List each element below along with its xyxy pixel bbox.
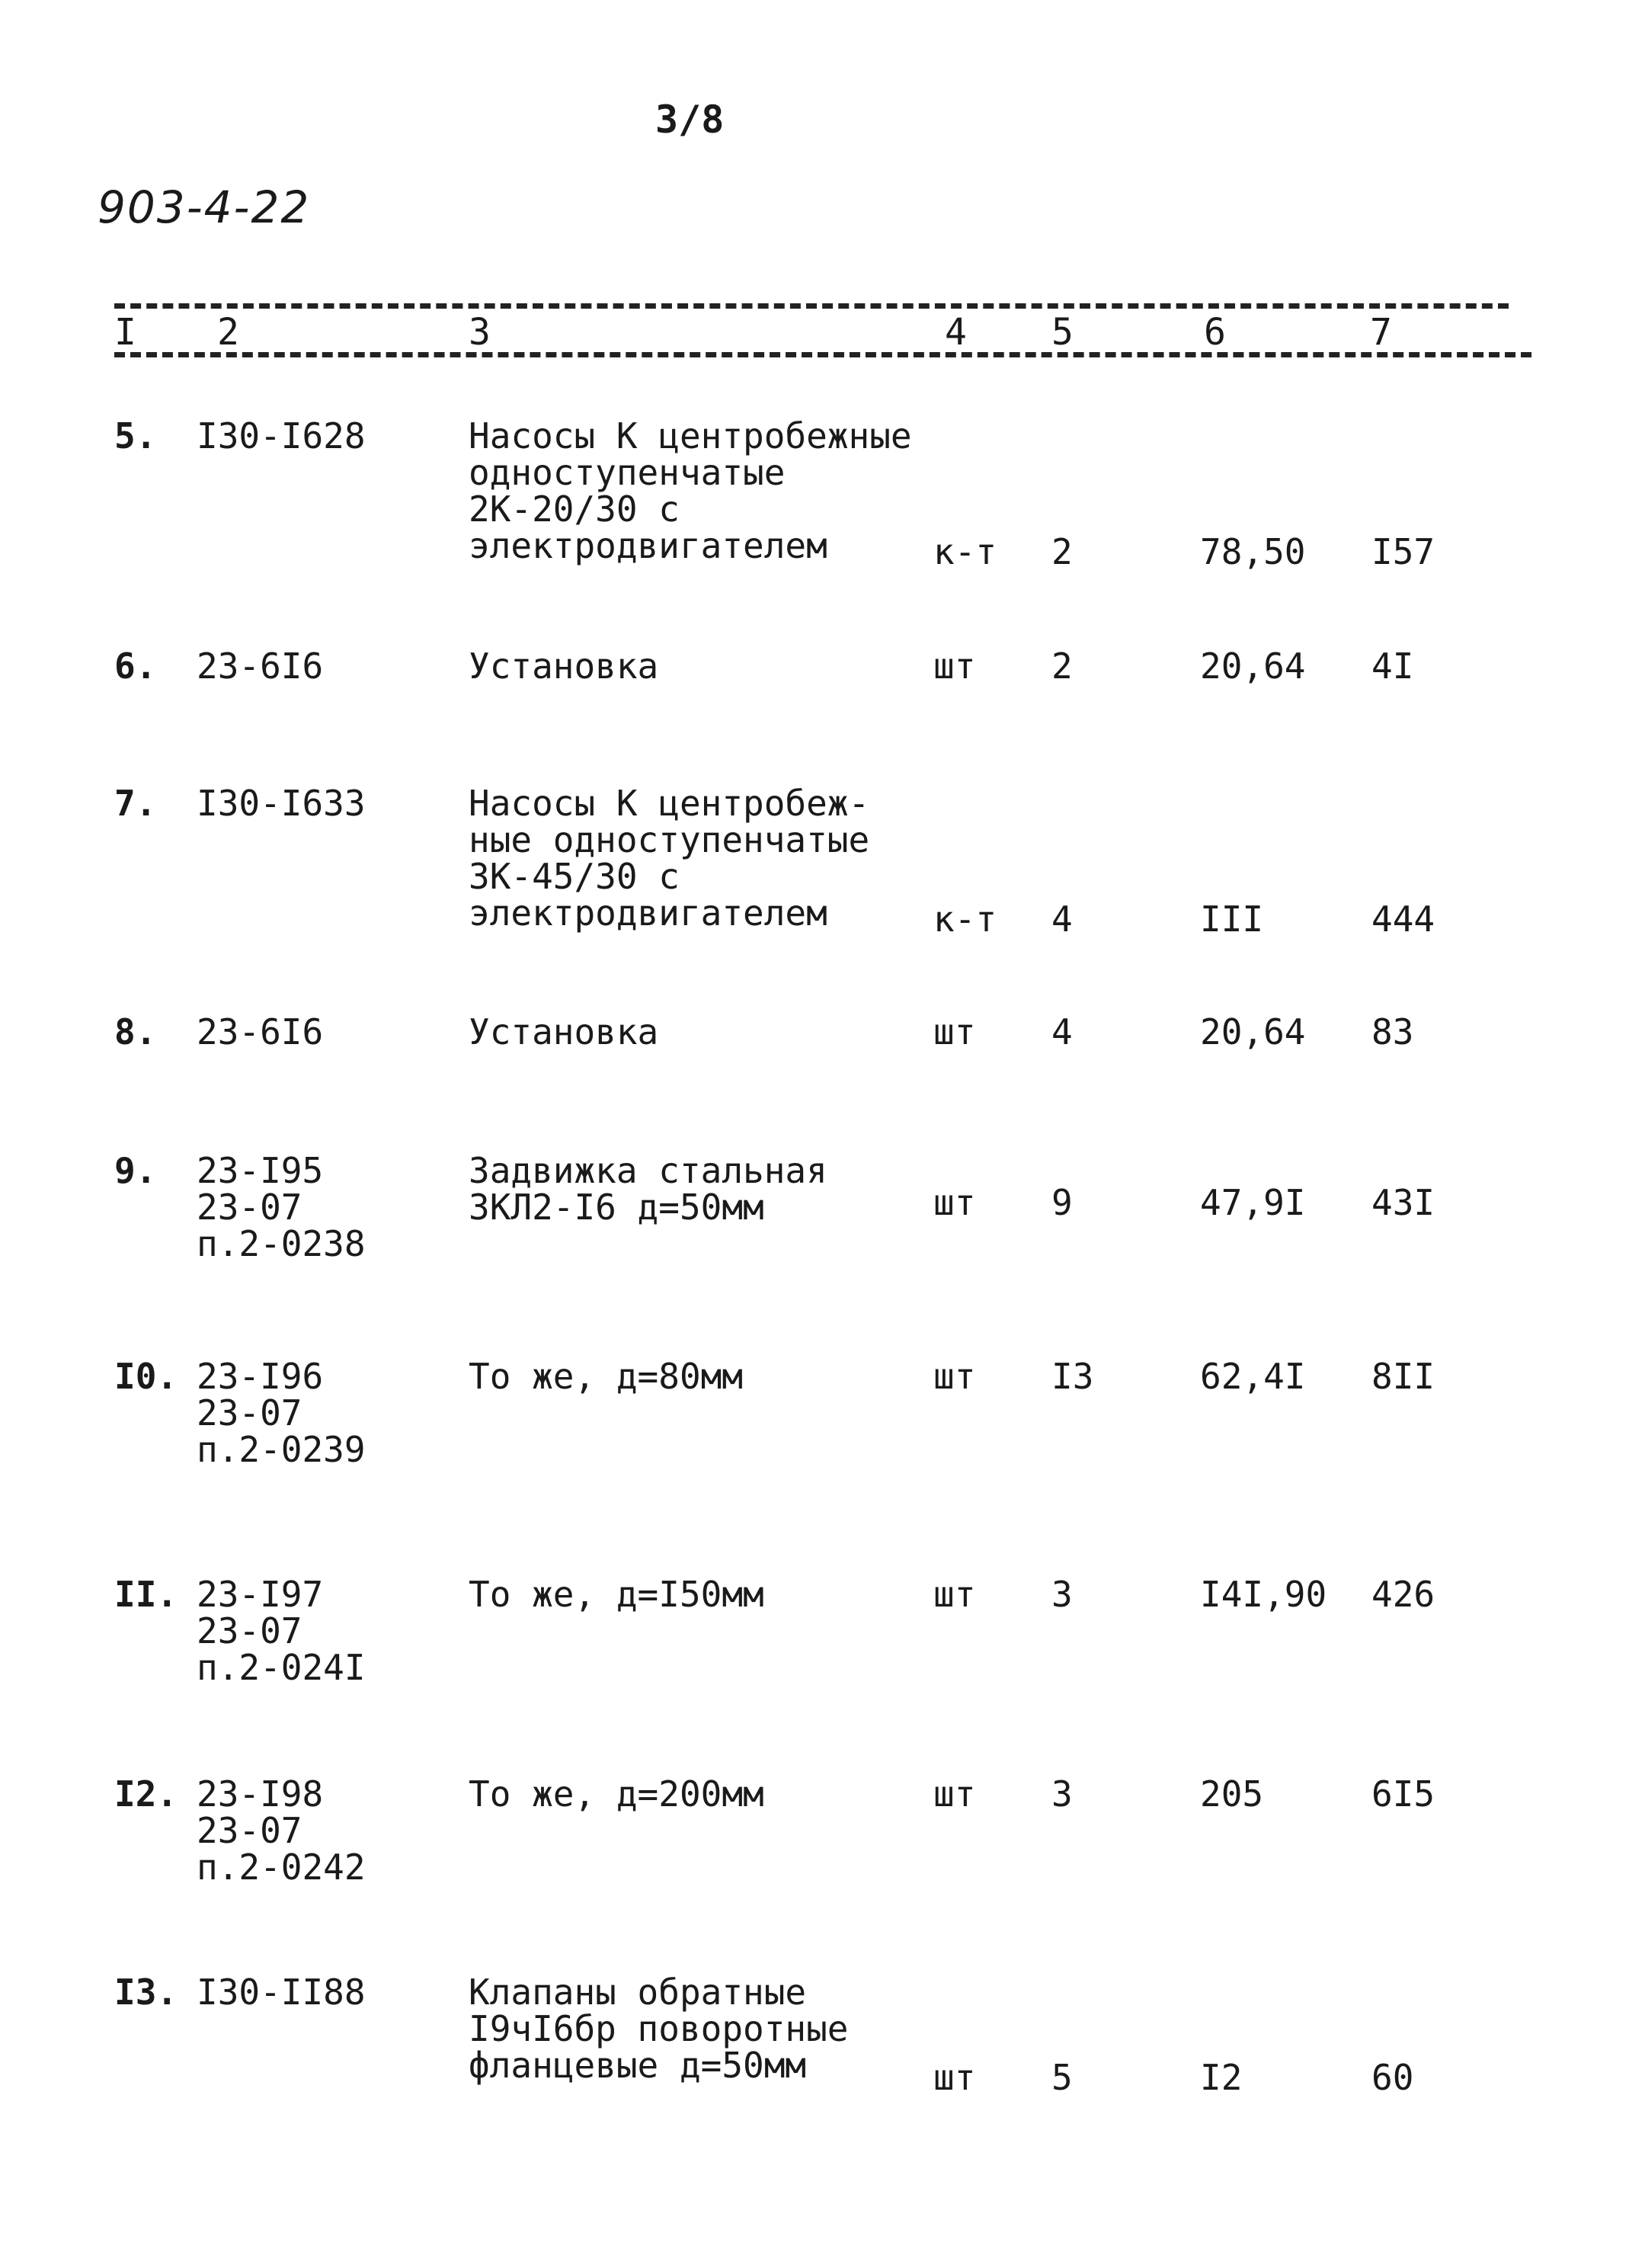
row-description-line: ЗКЛ2-I6 д=50мм bbox=[469, 1187, 764, 1228]
row-code-line: 23-I98 bbox=[197, 1773, 324, 1815]
row-code-line: 23-07 bbox=[197, 1187, 302, 1228]
row-quantity: 5 bbox=[1051, 2057, 1073, 2098]
row-total: I57 bbox=[1371, 531, 1435, 572]
header-rule-bottom bbox=[114, 352, 1531, 357]
row-description-line: одноступенчатые bbox=[469, 452, 786, 493]
row-unit: шт bbox=[933, 1011, 976, 1052]
row-price: 78,50 bbox=[1200, 531, 1306, 572]
column-header-5: 5 bbox=[1051, 311, 1074, 354]
row-unit: к-т bbox=[933, 531, 997, 572]
row-quantity: 2 bbox=[1051, 645, 1073, 687]
row-code bbox=[197, 1358, 366, 1468]
row-number: I2. bbox=[114, 1773, 178, 1815]
row-number: 9. bbox=[114, 1150, 157, 1191]
row-code-line: п.2-024I bbox=[197, 1647, 366, 1688]
row-description bbox=[469, 1358, 743, 1395]
row-description-line: Насосы К центробеж- bbox=[469, 783, 870, 824]
row-description bbox=[469, 1011, 659, 1052]
row-code bbox=[197, 1152, 366, 1262]
row-total: 426 bbox=[1371, 1574, 1435, 1615]
row-description bbox=[469, 1773, 764, 1815]
row-description bbox=[469, 415, 912, 566]
row-number: 6. bbox=[114, 645, 157, 687]
row-description-line: ные одноступенчатые bbox=[469, 819, 870, 860]
row-code-line: 23-07 bbox=[197, 1810, 302, 1851]
row-unit: шт bbox=[933, 1182, 976, 1223]
row-description-line: 2К-20/30 с bbox=[469, 489, 680, 530]
row-unit: шт bbox=[933, 2057, 976, 2098]
row-description-line: Задвижка стальная bbox=[469, 1150, 827, 1191]
row-code bbox=[197, 1011, 324, 1052]
row-code bbox=[197, 1773, 366, 1888]
row-number: II. bbox=[114, 1574, 178, 1615]
row-code-line: 23-6I6 bbox=[197, 1011, 324, 1052]
page-number: 3/8 bbox=[655, 98, 725, 142]
column-header-1: I bbox=[114, 311, 136, 354]
row-number: 7. bbox=[114, 783, 157, 824]
row-description-line: электродвигателем bbox=[469, 525, 827, 566]
row-number: I0. bbox=[114, 1356, 178, 1397]
row-description-line: 3К-45/30 с bbox=[469, 856, 680, 897]
column-header-6: 6 bbox=[1204, 311, 1226, 354]
row-price: 47,9I bbox=[1200, 1182, 1306, 1223]
column-header-7: 7 bbox=[1370, 311, 1392, 354]
row-description-line: фланцевые д=50мм bbox=[469, 2045, 807, 2086]
row-code-line: 23-I95 bbox=[197, 1150, 324, 1191]
document-code: 903-4-22 bbox=[98, 181, 311, 233]
row-price: I4I,90 bbox=[1200, 1574, 1327, 1615]
row-description bbox=[469, 1576, 764, 1613]
row-quantity: I3 bbox=[1051, 1356, 1094, 1397]
row-description-line: Установка bbox=[469, 645, 659, 687]
row-description bbox=[469, 645, 659, 687]
row-price: 20,64 bbox=[1200, 645, 1306, 687]
row-code-line: 23-I96 bbox=[197, 1356, 324, 1397]
row-description-line: Клапаны обратные bbox=[469, 1972, 807, 2013]
row-code-line: 23-I97 bbox=[197, 1574, 324, 1615]
row-price: 205 bbox=[1200, 1773, 1264, 1815]
row-price: 62,4I bbox=[1200, 1356, 1306, 1397]
header-rule-top bbox=[114, 303, 1509, 309]
row-unit: шт bbox=[933, 1773, 976, 1815]
row-code-line: I30-II88 bbox=[197, 1972, 366, 2013]
row-unit: шт bbox=[933, 645, 976, 687]
row-description-line: То же, д=80мм bbox=[469, 1356, 744, 1397]
row-description-line: То же, д=200мм bbox=[469, 1773, 764, 1815]
row-code bbox=[197, 785, 366, 822]
row-description bbox=[469, 1150, 827, 1228]
row-code bbox=[197, 645, 324, 687]
row-unit: шт bbox=[933, 1574, 976, 1615]
column-header-3: 3 bbox=[469, 311, 491, 354]
row-description-line: Насосы К центробежные bbox=[469, 415, 912, 456]
row-code-line: 23-07 bbox=[197, 1610, 302, 1651]
row-code-line: 23-07 bbox=[197, 1392, 302, 1434]
row-quantity: 3 bbox=[1051, 1574, 1073, 1615]
row-number: I3. bbox=[114, 1972, 178, 2013]
row-number: 8. bbox=[114, 1011, 157, 1052]
row-quantity: 2 bbox=[1051, 531, 1073, 572]
row-description-line: То же, д=I50мм bbox=[469, 1574, 764, 1615]
row-description bbox=[469, 783, 870, 934]
row-total: 83 bbox=[1371, 1011, 1414, 1052]
row-code-line: I30-I628 bbox=[197, 415, 366, 456]
row-description-line: I9чI6бр поворотные bbox=[469, 2008, 849, 2049]
row-total: 8II bbox=[1371, 1356, 1435, 1397]
row-code bbox=[197, 1972, 366, 2013]
row-code-line: п.2-0239 bbox=[197, 1429, 366, 1470]
row-description bbox=[469, 1974, 849, 2084]
row-code bbox=[197, 415, 366, 456]
row-unit: шт bbox=[933, 1356, 976, 1397]
row-total: 43I bbox=[1371, 1182, 1435, 1223]
row-code-line: 23-6I6 bbox=[197, 645, 324, 687]
row-total: 60 bbox=[1371, 2057, 1414, 2098]
row-description-line: электродвигателем bbox=[469, 892, 827, 934]
row-description-line: Установка bbox=[469, 1011, 659, 1052]
row-quantity: 4 bbox=[1051, 1011, 1073, 1052]
row-total: 4I bbox=[1371, 645, 1414, 687]
row-price: III bbox=[1200, 899, 1264, 940]
row-code bbox=[197, 1576, 366, 1686]
row-code-line: п.2-0242 bbox=[197, 1847, 366, 1888]
row-total: 6I5 bbox=[1371, 1773, 1435, 1815]
column-header-4: 4 bbox=[945, 311, 967, 354]
row-quantity: 9 bbox=[1051, 1182, 1073, 1223]
row-number: 5. bbox=[114, 415, 157, 456]
row-price: 20,64 bbox=[1200, 1011, 1306, 1052]
row-price: I2 bbox=[1200, 2057, 1243, 2098]
row-code-line: п.2-0238 bbox=[197, 1223, 366, 1264]
row-quantity: 3 bbox=[1051, 1773, 1073, 1815]
column-header-2: 2 bbox=[217, 311, 239, 354]
row-code-line: I30-I633 bbox=[197, 783, 366, 824]
row-quantity: 4 bbox=[1051, 899, 1073, 940]
row-unit: к-т bbox=[933, 899, 997, 940]
row-total: 444 bbox=[1371, 899, 1435, 940]
